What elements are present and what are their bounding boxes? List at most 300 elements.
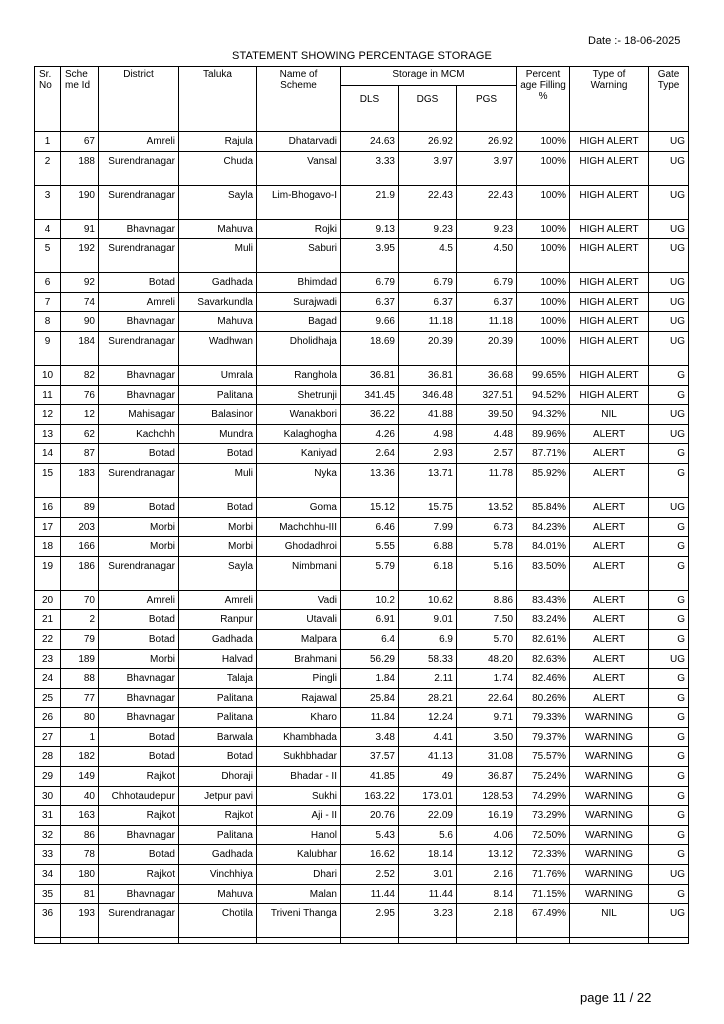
col-percent-filling: Percent age Filling % [517, 67, 570, 132]
row-percent-filling: 82.61% [517, 629, 570, 649]
table-row [35, 806, 689, 826]
row-warning-type: WARNING [570, 767, 649, 787]
row-taluka: Muli [179, 463, 257, 497]
row-taluka: Chotila [179, 904, 257, 938]
row-sr-no: 9 [35, 331, 61, 365]
row-scheme-name: Utavali [257, 610, 341, 630]
row-sr-no: 21 [35, 610, 61, 630]
row-pgs: 39.50 [457, 405, 517, 425]
row-taluka: Umrala [179, 365, 257, 385]
row-taluka: Amreli [179, 590, 257, 610]
table-row [35, 904, 689, 938]
row-sr-no: 8 [35, 312, 61, 332]
row-scheme-id: 77 [61, 688, 99, 708]
row-percent-filling: 85.84% [517, 497, 570, 517]
row-taluka: Savarkundla [179, 292, 257, 312]
row-dgs: 10.62 [399, 590, 457, 610]
row-dgs: 3.97 [399, 151, 457, 185]
row-scheme-name: Nyka [257, 463, 341, 497]
row-warning-type: HIGH ALERT [570, 219, 649, 239]
row-taluka: Botad [179, 444, 257, 464]
row-scheme-name: Hanol [257, 825, 341, 845]
row-gate-type: UG [649, 292, 689, 312]
row-warning-type: ALERT [570, 629, 649, 649]
row-scheme-id: 91 [61, 219, 99, 239]
row-gate-type: G [649, 669, 689, 689]
row-district: Rajkot [99, 767, 179, 787]
row-dls: 2.52 [341, 865, 399, 885]
row-scheme-id: 87 [61, 444, 99, 464]
row-warning-type: WARNING [570, 845, 649, 865]
row-gate-type: G [649, 727, 689, 747]
row-sr-no: 10 [35, 365, 61, 385]
row-gate-type: G [649, 884, 689, 904]
row-scheme-name: Sukhbhadar [257, 747, 341, 767]
row-dls: 5.43 [341, 825, 399, 845]
row-sr-no: 19 [35, 556, 61, 590]
col-pgs: PGS [457, 86, 517, 132]
row-scheme-id: 190 [61, 185, 99, 219]
row-sr-no: 14 [35, 444, 61, 464]
row-taluka: Mahuva [179, 312, 257, 332]
row-scheme-name: Kharo [257, 708, 341, 728]
row-district: Bhavnagar [99, 669, 179, 689]
row-dls: 13.36 [341, 463, 399, 497]
row-scheme-id: 78 [61, 845, 99, 865]
row-taluka: Gadhada [179, 273, 257, 293]
row-warning-type: WARNING [570, 865, 649, 885]
row-dls: 3.95 [341, 239, 399, 273]
row-sr-no: 6 [35, 273, 61, 293]
row-sr-no: 16 [35, 497, 61, 517]
row-dgs: 41.88 [399, 405, 457, 425]
row-dgs: 22.43 [399, 185, 457, 219]
row-dls: 37.57 [341, 747, 399, 767]
row-gate-type: G [649, 747, 689, 767]
row-warning-type: HIGH ALERT [570, 132, 649, 152]
row-scheme-id: 81 [61, 884, 99, 904]
row-scheme-name: Lim-Bhogavo-I [257, 185, 341, 219]
row-gate-type: UG [649, 132, 689, 152]
row-scheme-id: 149 [61, 767, 99, 787]
row-warning-type: HIGH ALERT [570, 331, 649, 365]
row-dls: 36.81 [341, 365, 399, 385]
row-pgs: 22.64 [457, 688, 517, 708]
row-pgs: 26.92 [457, 132, 517, 152]
row-gate-type: UG [649, 331, 689, 365]
row-scheme-id: 193 [61, 904, 99, 938]
row-warning-type: NIL [570, 405, 649, 425]
row-pgs: 3.97 [457, 151, 517, 185]
row-pgs: 2.18 [457, 904, 517, 938]
row-pgs: 16.19 [457, 806, 517, 826]
row-scheme-name: Bhadar - II [257, 767, 341, 787]
row-scheme-name: Rojki [257, 219, 341, 239]
row-dgs: 6.9 [399, 629, 457, 649]
row-scheme-id: 70 [61, 590, 99, 610]
row-gate-type: UG [649, 649, 689, 669]
row-gate-type: UG [649, 865, 689, 885]
row-scheme-id: 40 [61, 786, 99, 806]
row-gate-type: G [649, 517, 689, 537]
table-row [35, 517, 689, 537]
row-percent-filling: 79.37% [517, 727, 570, 747]
col-gate-type: Gate Type [649, 67, 689, 132]
table-row [35, 331, 689, 365]
row-dls: 6.46 [341, 517, 399, 537]
row-scheme-name: Pingli [257, 669, 341, 689]
row-warning-type: HIGH ALERT [570, 312, 649, 332]
row-district: Morbi [99, 537, 179, 557]
row-percent-filling: 99.65% [517, 365, 570, 385]
row-gate-type: G [649, 825, 689, 845]
row-pgs: 48.20 [457, 649, 517, 669]
row-dls: 20.76 [341, 806, 399, 826]
row-scheme-id: 182 [61, 747, 99, 767]
row-gate-type: G [649, 610, 689, 630]
row-percent-filling: 75.57% [517, 747, 570, 767]
row-dls: 15.12 [341, 497, 399, 517]
table-row [35, 610, 689, 630]
table-row [35, 424, 689, 444]
row-district: Botad [99, 727, 179, 747]
row-gate-type: G [649, 767, 689, 787]
row-scheme-name: Surajwadi [257, 292, 341, 312]
row-pgs: 4.48 [457, 424, 517, 444]
row-dls: 4.26 [341, 424, 399, 444]
row-dgs: 2.11 [399, 669, 457, 689]
table-row [35, 825, 689, 845]
row-gate-type: G [649, 806, 689, 826]
row-warning-type: ALERT [570, 537, 649, 557]
row-district: Botad [99, 444, 179, 464]
row-percent-filling: 100% [517, 292, 570, 312]
row-dls: 24.63 [341, 132, 399, 152]
row-pgs: 36.87 [457, 767, 517, 787]
row-warning-type: HIGH ALERT [570, 239, 649, 273]
table-row [35, 629, 689, 649]
col-scheme-id: Sche me Id [61, 67, 99, 132]
empty-cell [649, 938, 689, 944]
row-dgs: 36.81 [399, 365, 457, 385]
row-taluka: Mahuva [179, 219, 257, 239]
row-sr-no: 36 [35, 904, 61, 938]
row-sr-no: 13 [35, 424, 61, 444]
row-dls: 5.55 [341, 537, 399, 557]
row-percent-filling: 100% [517, 312, 570, 332]
row-sr-no: 28 [35, 747, 61, 767]
row-percent-filling: 100% [517, 132, 570, 152]
row-gate-type: UG [649, 185, 689, 219]
row-dls: 9.13 [341, 219, 399, 239]
col-dgs: DGS [399, 86, 457, 132]
row-dgs: 9.01 [399, 610, 457, 630]
row-pgs: 13.52 [457, 497, 517, 517]
row-dls: 18.69 [341, 331, 399, 365]
row-scheme-name: Ranghola [257, 365, 341, 385]
row-percent-filling: 100% [517, 239, 570, 273]
row-taluka: Mahuva [179, 884, 257, 904]
row-scheme-name: Ghodadhroi [257, 537, 341, 557]
row-district: Kachchh [99, 424, 179, 444]
row-district: Botad [99, 629, 179, 649]
row-gate-type: UG [649, 273, 689, 293]
empty-cell [35, 938, 61, 944]
row-dgs: 9.23 [399, 219, 457, 239]
row-scheme-id: 188 [61, 151, 99, 185]
row-percent-filling: 72.50% [517, 825, 570, 845]
row-taluka: Botad [179, 497, 257, 517]
row-gate-type: UG [649, 424, 689, 444]
row-taluka: Talaja [179, 669, 257, 689]
row-scheme-id: 74 [61, 292, 99, 312]
row-percent-filling: 72.33% [517, 845, 570, 865]
row-taluka: Palitana [179, 825, 257, 845]
row-district: Morbi [99, 517, 179, 537]
row-pgs: 1.74 [457, 669, 517, 689]
col-district: District [99, 67, 179, 132]
row-warning-type: ALERT [570, 590, 649, 610]
row-sr-no: 25 [35, 688, 61, 708]
row-warning-type: ALERT [570, 444, 649, 464]
row-percent-filling: 71.76% [517, 865, 570, 885]
row-gate-type: G [649, 537, 689, 557]
empty-cell [179, 938, 257, 944]
row-district: Rajkot [99, 865, 179, 885]
row-scheme-id: 180 [61, 865, 99, 885]
row-sr-no: 3 [35, 185, 61, 219]
empty-cell [457, 938, 517, 944]
row-scheme-id: 88 [61, 669, 99, 689]
row-scheme-name: Vadi [257, 590, 341, 610]
table-row [35, 405, 689, 425]
row-district: Surendranagar [99, 239, 179, 273]
row-district: Bhavnagar [99, 219, 179, 239]
row-dgs: 346.48 [399, 385, 457, 405]
table-row [35, 556, 689, 590]
row-district: Amreli [99, 292, 179, 312]
row-district: Surendranagar [99, 185, 179, 219]
table-bottom-strip [35, 938, 689, 944]
row-district: Rajkot [99, 806, 179, 826]
row-dgs: 49 [399, 767, 457, 787]
row-scheme-id: 80 [61, 708, 99, 728]
row-dls: 6.4 [341, 629, 399, 649]
row-scheme-id: 62 [61, 424, 99, 444]
row-district: Botad [99, 497, 179, 517]
row-sr-no: 30 [35, 786, 61, 806]
row-percent-filling: 73.29% [517, 806, 570, 826]
row-pgs: 2.16 [457, 865, 517, 885]
row-dgs: 26.92 [399, 132, 457, 152]
row-gate-type: G [649, 556, 689, 590]
row-sr-no: 20 [35, 590, 61, 610]
row-warning-type: ALERT [570, 424, 649, 444]
row-pgs: 8.86 [457, 590, 517, 610]
row-sr-no: 31 [35, 806, 61, 826]
table-row [35, 185, 689, 219]
table-row [35, 865, 689, 885]
row-scheme-name: Bagad [257, 312, 341, 332]
table-row [35, 688, 689, 708]
table-row [35, 151, 689, 185]
row-dgs: 20.39 [399, 331, 457, 365]
row-pgs: 5.70 [457, 629, 517, 649]
row-dgs: 6.37 [399, 292, 457, 312]
row-pgs: 20.39 [457, 331, 517, 365]
table-row [35, 669, 689, 689]
col-dls: DLS [341, 86, 399, 132]
row-district: Bhavnagar [99, 385, 179, 405]
table-row [35, 273, 689, 293]
row-pgs: 128.53 [457, 786, 517, 806]
row-taluka: Muli [179, 239, 257, 273]
row-sr-no: 18 [35, 537, 61, 557]
row-scheme-name: Malpara [257, 629, 341, 649]
empty-cell [570, 938, 649, 944]
col-taluka: Taluka [179, 67, 257, 132]
row-warning-type: WARNING [570, 747, 649, 767]
empty-cell [517, 938, 570, 944]
row-district: Bhavnagar [99, 688, 179, 708]
row-pgs: 6.37 [457, 292, 517, 312]
row-scheme-name: Bhimdad [257, 273, 341, 293]
row-sr-no: 32 [35, 825, 61, 845]
row-taluka: Palitana [179, 688, 257, 708]
table-row [35, 219, 689, 239]
row-district: Morbi [99, 649, 179, 669]
row-dls: 6.79 [341, 273, 399, 293]
row-dgs: 22.09 [399, 806, 457, 826]
row-gate-type: UG [649, 312, 689, 332]
row-dls: 10.2 [341, 590, 399, 610]
row-percent-filling: 83.50% [517, 556, 570, 590]
row-taluka: Balasinor [179, 405, 257, 425]
row-district: Chhotaudepur [99, 786, 179, 806]
row-sr-no: 34 [35, 865, 61, 885]
row-scheme-name: Shetrunji [257, 385, 341, 405]
row-scheme-id: 163 [61, 806, 99, 826]
row-dgs: 5.6 [399, 825, 457, 845]
row-taluka: Ranpur [179, 610, 257, 630]
row-scheme-name: Khambhada [257, 727, 341, 747]
row-taluka: Sayla [179, 185, 257, 219]
row-dgs: 4.98 [399, 424, 457, 444]
table-row [35, 132, 689, 152]
row-percent-filling: 84.23% [517, 517, 570, 537]
row-pgs: 11.18 [457, 312, 517, 332]
row-percent-filling: 94.32% [517, 405, 570, 425]
row-pgs: 5.16 [457, 556, 517, 590]
row-sr-no: 27 [35, 727, 61, 747]
row-gate-type: UG [649, 151, 689, 185]
row-scheme-id: 79 [61, 629, 99, 649]
row-dgs: 12.24 [399, 708, 457, 728]
row-percent-filling: 82.63% [517, 649, 570, 669]
row-dgs: 6.88 [399, 537, 457, 557]
row-dgs: 7.99 [399, 517, 457, 537]
row-pgs: 9.23 [457, 219, 517, 239]
row-scheme-name: Aji - II [257, 806, 341, 826]
row-taluka: Jetpur pavi [179, 786, 257, 806]
row-gate-type: UG [649, 497, 689, 517]
row-scheme-id: 192 [61, 239, 99, 273]
row-pgs: 327.51 [457, 385, 517, 405]
row-warning-type: WARNING [570, 708, 649, 728]
empty-cell [257, 938, 341, 944]
col-name-of-scheme: Name of Scheme [257, 67, 341, 132]
row-district: Mahisagar [99, 405, 179, 425]
row-district: Surendranagar [99, 331, 179, 365]
row-taluka: Rajkot [179, 806, 257, 826]
row-sr-no: 29 [35, 767, 61, 787]
row-warning-type: NIL [570, 904, 649, 938]
row-warning-type: HIGH ALERT [570, 292, 649, 312]
row-scheme-name: Machchhu-III [257, 517, 341, 537]
row-gate-type: UG [649, 904, 689, 938]
row-scheme-name: Vansal [257, 151, 341, 185]
row-sr-no: 22 [35, 629, 61, 649]
row-scheme-name: Dhari [257, 865, 341, 885]
row-dls: 36.22 [341, 405, 399, 425]
row-pgs: 3.50 [457, 727, 517, 747]
row-scheme-name: Triveni Thanga [257, 904, 341, 938]
row-district: Amreli [99, 590, 179, 610]
table-row [35, 727, 689, 747]
row-dls: 1.84 [341, 669, 399, 689]
row-pgs: 13.12 [457, 845, 517, 865]
row-warning-type: ALERT [570, 649, 649, 669]
row-warning-type: WARNING [570, 825, 649, 845]
table-row [35, 845, 689, 865]
row-gate-type: UG [649, 239, 689, 273]
row-percent-filling: 74.29% [517, 786, 570, 806]
row-taluka: Sayla [179, 556, 257, 590]
table-row [35, 708, 689, 728]
row-scheme-id: 86 [61, 825, 99, 845]
row-dgs: 6.18 [399, 556, 457, 590]
row-dls: 25.84 [341, 688, 399, 708]
row-sr-no: 2 [35, 151, 61, 185]
row-warning-type: WARNING [570, 806, 649, 826]
table-row [35, 786, 689, 806]
row-scheme-id: 12 [61, 405, 99, 425]
report-date: Date :- 18-06-2025 [588, 35, 681, 47]
row-warning-type: ALERT [570, 610, 649, 630]
row-scheme-name: Goma [257, 497, 341, 517]
row-dgs: 41.13 [399, 747, 457, 767]
row-scheme-id: 186 [61, 556, 99, 590]
row-gate-type: G [649, 688, 689, 708]
row-gate-type: G [649, 708, 689, 728]
row-dls: 6.91 [341, 610, 399, 630]
row-taluka: Dhoraji [179, 767, 257, 787]
table-row [35, 884, 689, 904]
row-district: Surendranagar [99, 151, 179, 185]
row-dls: 6.37 [341, 292, 399, 312]
table-row [35, 590, 689, 610]
row-pgs: 36.68 [457, 365, 517, 385]
row-scheme-id: 89 [61, 497, 99, 517]
row-sr-no: 17 [35, 517, 61, 537]
row-district: Surendranagar [99, 904, 179, 938]
row-sr-no: 24 [35, 669, 61, 689]
table-row [35, 649, 689, 669]
row-dls: 3.48 [341, 727, 399, 747]
row-pgs: 8.14 [457, 884, 517, 904]
row-scheme-name: Nimbmani [257, 556, 341, 590]
row-percent-filling: 100% [517, 185, 570, 219]
